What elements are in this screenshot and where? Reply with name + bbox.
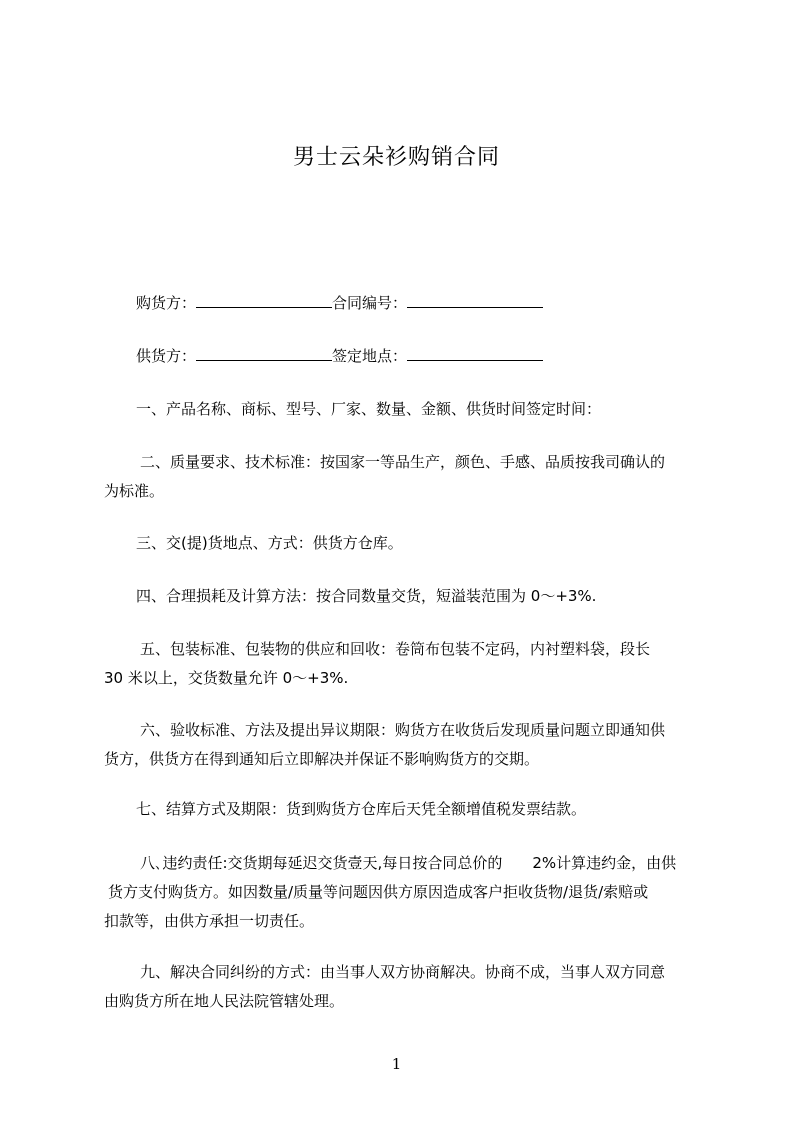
sign-place-label: 签定地点： (332, 347, 408, 365)
clause-line: 四、合理损耗及计算方法：按合同数量交货，短溢装范围为 0～+3%. (136, 587, 597, 605)
clause-line: 三、交(提)货地点、方式：供货方仓库。 (136, 534, 403, 552)
clause-line: 七、结算方式及期限：货到购货方仓库后天凭全额增值税发票结款。 (136, 800, 587, 818)
clause-line: 九、解决合同纠纷的方式：由当事人双方协商解决。协商不成，当事人双方同意 (140, 963, 666, 981)
sign-place-blank (407, 345, 543, 361)
clause-line: 五、包装标准、包装物的供应和回收：卷筒布包装不定码，内衬塑料袋，段长 (140, 640, 651, 658)
clause-line: 30 米以上，交货数量允许 0～+3%. (104, 669, 349, 687)
buyer-field-row (136, 292, 543, 313)
clause-9 (104, 958, 704, 1016)
clause-line: 八､违约责任:交货期每延迟交货壹天,每日按合同总价的 2%计算违约金，由供 (140, 854, 677, 872)
clause-line: 六、验收标准、方法及提出异议期限：购货方在收货后发现质量问题立即通知供 (140, 721, 666, 739)
clause-7 (136, 795, 736, 824)
clause-line: 货方支付购货方。如因数量/质量等问题因供方原因造成客户拒收货物/退货/索赔或 (108, 883, 649, 901)
supplier-label: 供货方： (136, 347, 197, 365)
contract-no-blank (407, 292, 543, 308)
clause-1 (136, 395, 736, 424)
clause-line: 一、产品名称、商标、型号、厂家、数量、金额、供货时间签定时间： (136, 400, 602, 418)
clause-4 (136, 582, 736, 611)
supplier-field-row (136, 345, 543, 366)
clause-line: 扣款等，由供方承担一切责任。 (104, 912, 315, 930)
clause-8 (104, 849, 704, 936)
page-number: 1 (391, 1055, 402, 1073)
clause-6 (104, 716, 704, 774)
clause-5 (104, 635, 704, 693)
clause-2 (104, 448, 704, 506)
clause-line: 由购货方所在地人民法院管辖处理。 (104, 992, 345, 1010)
buyer-blank (196, 292, 332, 308)
supplier-blank (196, 345, 332, 361)
document-title: 男士云朵衫购销合同 (292, 145, 500, 170)
contract-no-label: 合同编号： (332, 294, 408, 312)
clause-3 (136, 529, 736, 558)
clause-line: 为标准。 (104, 482, 165, 500)
buyer-label: 购货方： (136, 294, 197, 312)
clause-line: 二、质量要求、技术标准：按国家一等品生产，颜色、手感、品质按我司确认的 (140, 453, 666, 471)
clause-line: 货方，供货方在得到通知后立即解决并保证不影响购货方的交期。 (104, 750, 540, 768)
